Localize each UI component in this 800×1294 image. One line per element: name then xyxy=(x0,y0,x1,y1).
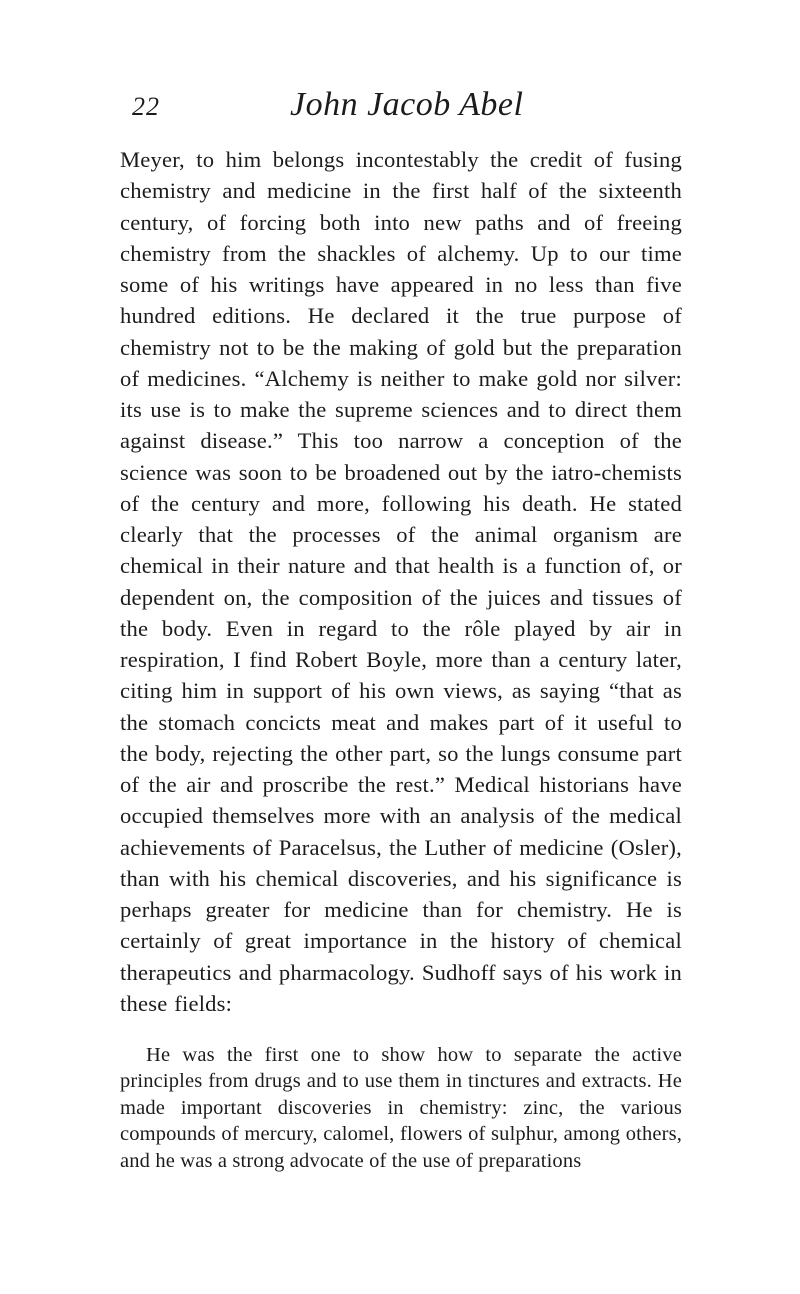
block-quote: He was the first one to show how to separate the active principles from drugs and to use them in tinctures and extracts. He made important discoveries in chemistry: zinc, the various compounds of mercury, calomel, flowers of sulphur, among others, and he was a strong advocate of the use of preparations xyxy=(120,1044,682,1172)
body-paragraph: Meyer, to him belongs incontestably the credit of fusing chemistry and medicine in the first half of the sixteenth century, of forcing both into new paths and of freeing chemistry from the shackles of alchemy. Up to our time some of his writings have appeared in no less than five hundred editions. He declared it the true purpose of chemistry not to be the making of gold but the preparation of medicines. “Alchemy is neither to make gold nor silver: its use is to make the supreme sciences and to direct them against disease.” This too narrow a conception of the science was soon to be broadened out by the iatro-chemists of the century and more, following his death. He stated clearly that the processes of the animal organism are chemical in their nature and that health is a function of, or dependent on, the composition of the juices and tissues of the body. Even in regard to the rôle played by air in respiration, I find Robert Boyle, more than a century later, citing him in support of his own views, as saying “that as the stomach concicts meat and makes part of it useful to the body, rejecting the other part, so the lungs consume part of the air and proscribe the rest.” Medical historians have occupied themselves more with an analysis of the medical achievements of Paracelsus, the Luther of medicine (Osler), than with his chemical discoveries, and his significance is perhaps greater for medicine than for chemistry. He is certainly of great importance in the history of chemical therapeutics and pharmacology. Sudhoff says of his work in these fields: xyxy=(120,147,682,1016)
page-number: 22 xyxy=(132,92,160,121)
running-head xyxy=(120,86,680,136)
running-title: John Jacob Abel xyxy=(290,86,524,123)
